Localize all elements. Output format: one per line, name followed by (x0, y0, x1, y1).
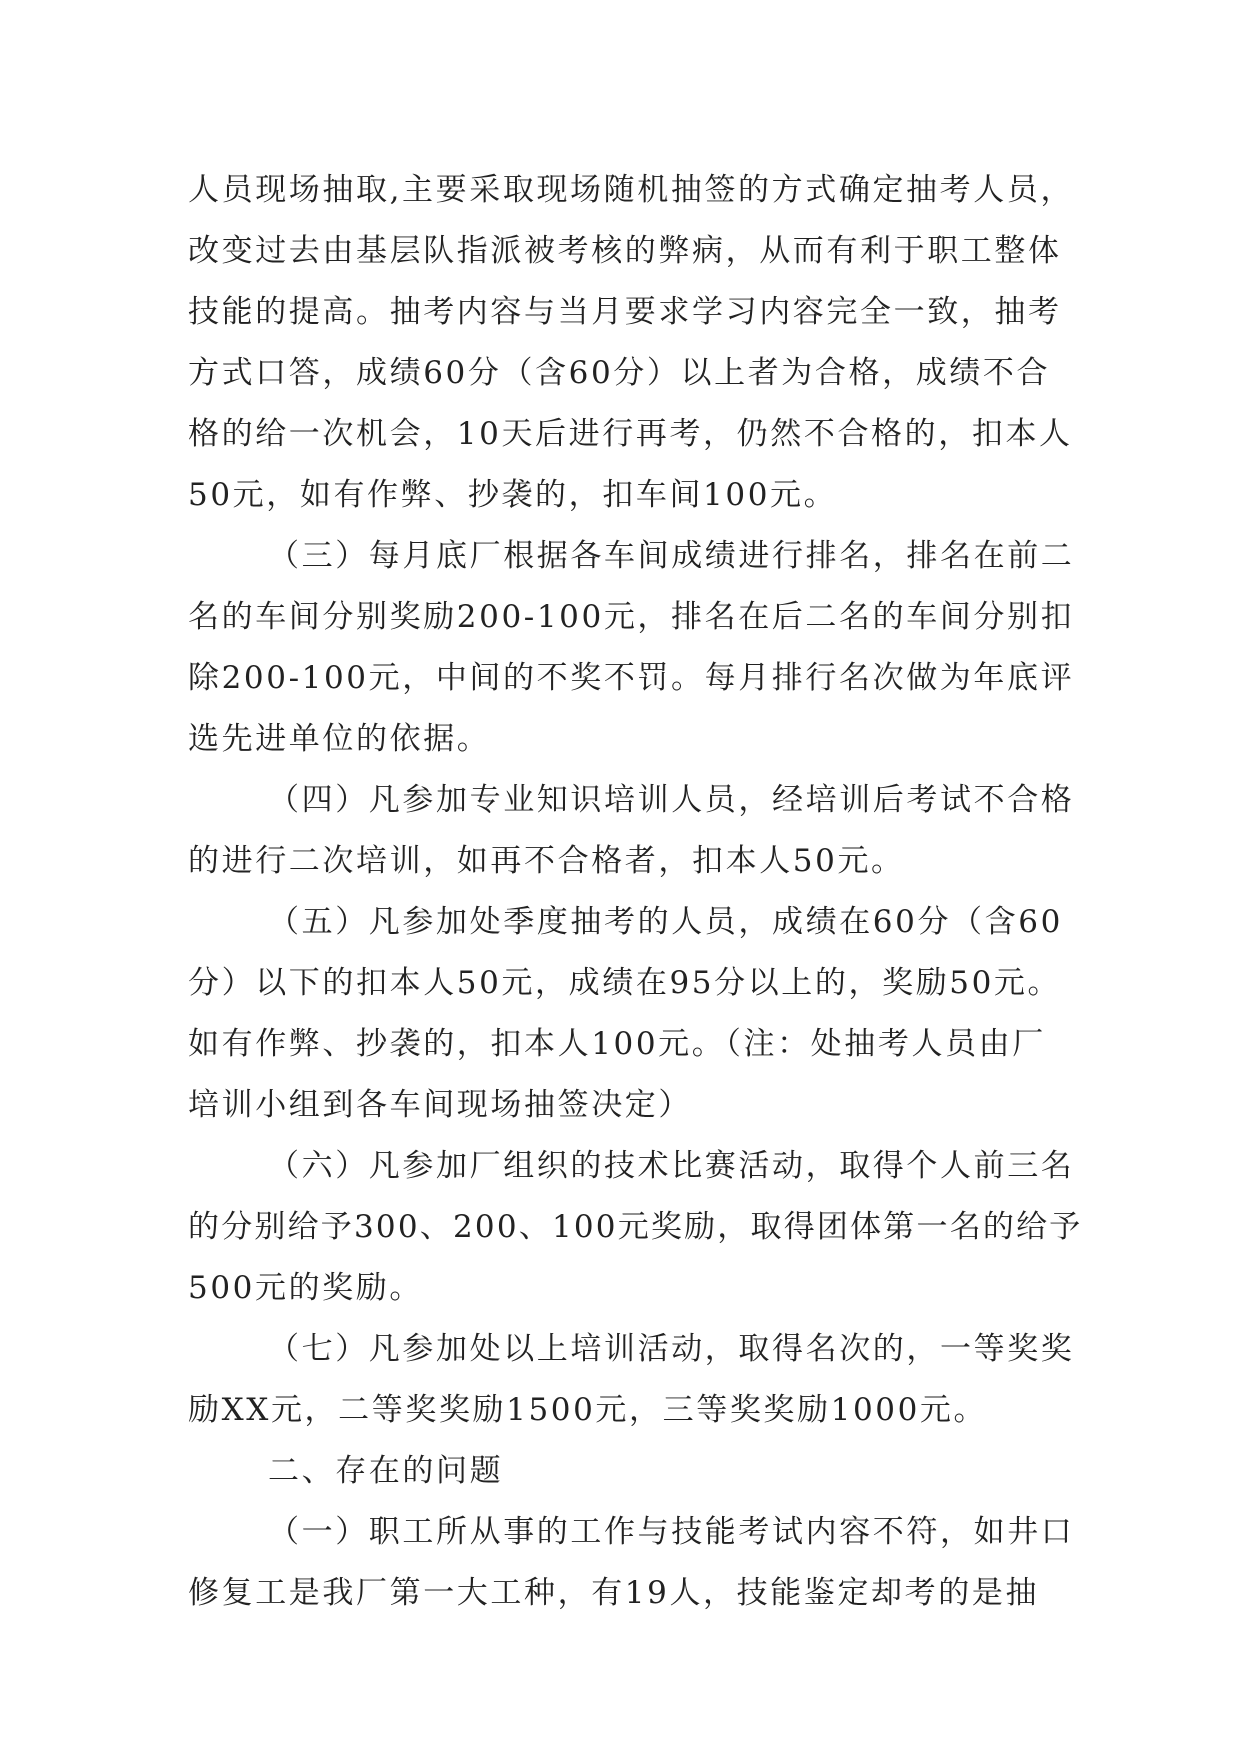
text-line: 培训小组到各车间现场抽签决定） (188, 1087, 692, 1123)
text-line: 格的给一次机会，10天后进行再考，仍然不合格的，扣本人 (188, 416, 1073, 452)
text-line: 如有作弊、抄袭的，扣本人100元。（注：处抽考人员由厂 (188, 1026, 1046, 1062)
text-line: 修复工是我厂第一大工种，有19人，技能鉴定却考的是抽 (188, 1575, 1040, 1611)
text-line: 名的车间分别奖励200-100元，排名在后二名的车间分别扣 (188, 599, 1075, 635)
text-line: 分）以下的扣本人50元，成绩在95分以上的，奖励50元。 (188, 965, 1062, 1001)
paragraph-start-3: （三）每月底厂根据各车间成绩进行排名，排名在前二 (268, 538, 1075, 574)
paragraph-start-6: （六）凡参加厂组织的技术比赛活动，取得个人前三名 (268, 1148, 1075, 1184)
text-line: 50元，如有作弊、抄袭的，扣车间100元。 (188, 477, 838, 513)
text-line: 除200-100元，中间的不奖不罚。每月排行名次做为年底评 (188, 660, 1075, 696)
text-line: 的分别给予300、200、100元奖励，取得团体第一名的给予 (188, 1209, 1083, 1245)
paragraph-start-5: （五）凡参加处季度抽考的人员，成绩在60分（含60 (268, 904, 1063, 940)
paragraph-start-7: （七）凡参加处以上培训活动，取得名次的，一等奖奖 (268, 1331, 1075, 1367)
paragraph-start-1: （一）职工所从事的工作与技能考试内容不符，如井口 (268, 1514, 1075, 1550)
document-body (188, 160, 1088, 1624)
text-line: 500元的奖励。 (188, 1270, 423, 1306)
paragraph-start-4: （四）凡参加专业知识培训人员，经培训后考试不合格 (268, 782, 1075, 818)
text-line: 励XX元，二等奖奖励1500元，三等奖奖励1000元。 (188, 1392, 988, 1428)
text-line: 技能的提高。抽考内容与当月要求学习内容完全一致，抽考 (188, 294, 1062, 330)
text-line: 人员现场抽取,主要采取现场随机抽签的方式确定抽考人员， (188, 172, 1075, 208)
text-line: 的进行二次培训，如再不合格者，扣本人50元。 (188, 843, 905, 879)
text-line: 方式口答，成绩60分（含60分）以上者为合格，成绩不合 (188, 355, 1051, 391)
section-heading: 二、存在的问题 (268, 1453, 504, 1489)
text-line: 选先进单位的依据。 (188, 721, 491, 757)
text-line: 改变过去由基层队指派被考核的弊病，从而有利于职工整体 (188, 233, 1062, 269)
